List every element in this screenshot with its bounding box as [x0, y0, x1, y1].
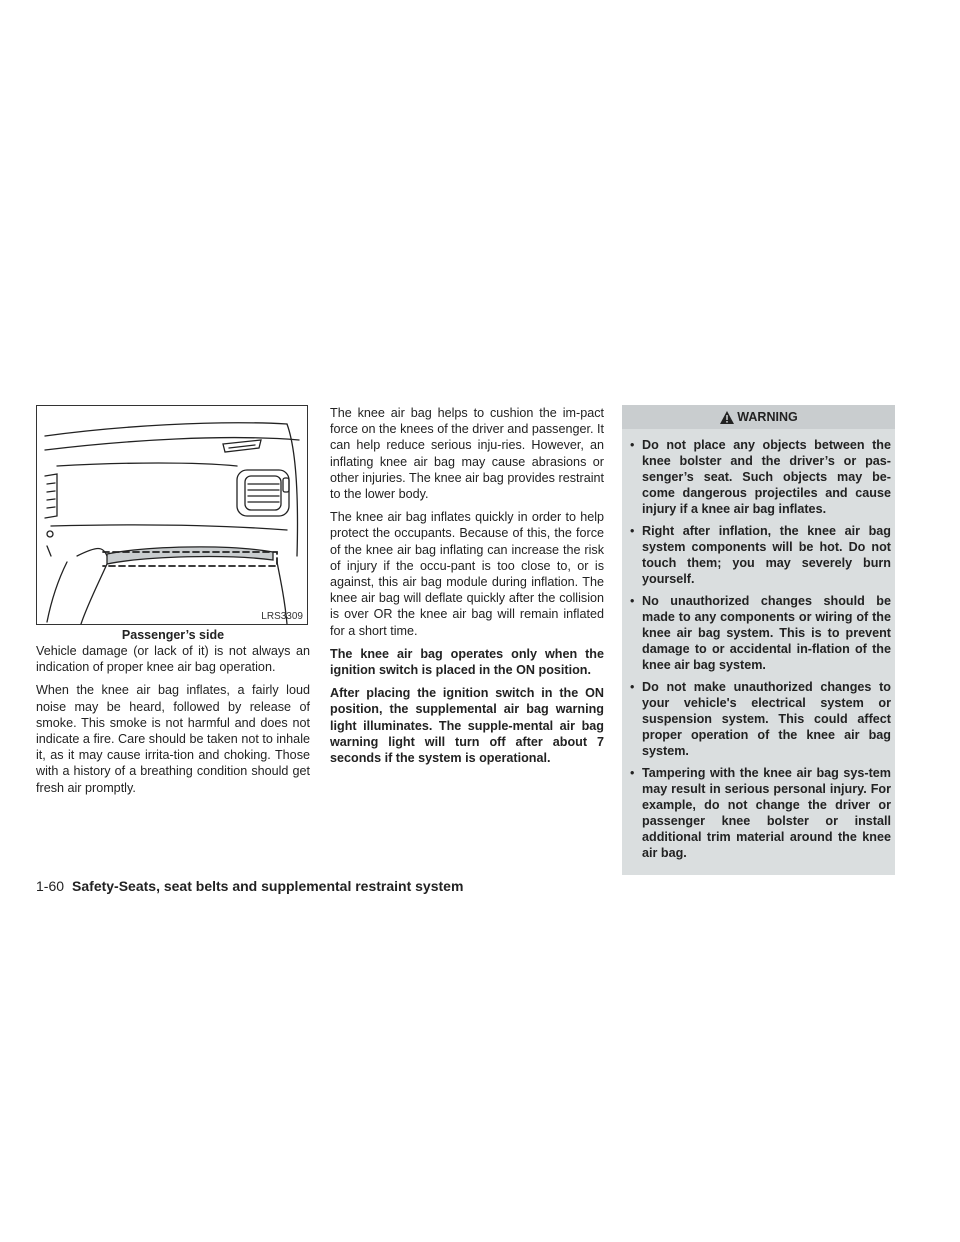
body-paragraph: The knee air bag inflates quickly in order to help protect the occupants. Because of this, the force of the knee air bag inflating can increase the risk of injury if the occu-pant is too close to, or is against, this air bag module during inflation. The knee air bag will deflate quickly after the collision is over OR the knee air bag will remain inflated for a short time.	[330, 510, 604, 638]
body-paragraph: Vehicle damage (or lack of it) is not always an indication of proper knee air bag operation.	[36, 644, 310, 675]
warning-list	[622, 429, 895, 861]
bold-paragraph: The knee air bag operates only when the ignition switch is placed in the ON position.	[330, 646, 604, 678]
warning-item: • Do not place any objects between the knee bolster and the driver’s or pas-senger’s seat. Such objects may be-come dangerous projectiles and cause injury if a knee air bag inflates.	[628, 437, 891, 517]
dashboard-line-drawing	[37, 406, 307, 624]
warning-box	[622, 405, 895, 875]
body-paragraph: When the knee air bag inflates, a fairly loud noise may be heard, followed by release of smoke. This smoke is not harmful and does not indicate a fire. Care should be taken not to inhale it, as it may cause irrita-tion and choking. Those with a history of a breathing condition should get fresh air promptly.	[36, 683, 310, 795]
column-2	[330, 405, 604, 773]
warning-item: • No unauthorized changes should be made to any components or wiring of the knee air bag system. This is to prevent damage to or accidental in-flation of the knee air bag system.	[628, 593, 891, 673]
body-paragraph: The knee air bag helps to cushion the im-pact force on the knees of the driver and passenger. It can help reduce serious inju-ries. However, an inflating knee air bag may cause abrasions or other injuries. The knee air bag provides restraint to the lower body.	[330, 406, 604, 502]
warning-header	[622, 405, 895, 429]
warning-triangle-icon	[719, 410, 735, 425]
figure-caption: Passenger’s side	[121, 628, 225, 642]
bold-paragraph: After placing the ignition switch in the ON position, the supplemental air bag warning light illuminates. The supple-mental air bag warning light will turn off after about 7 seconds if the system is operational.	[330, 686, 604, 766]
page-number: 1-60	[36, 878, 65, 894]
section-title: Safety-Seats, seat belts and supplemental restraint system	[72, 878, 464, 894]
warning-item: • Right after inflation, the knee air bag system components will be hot. Do not touch them; you may severely burn yourself.	[628, 523, 891, 587]
warning-item: • Do not make unauthorized changes to your vehicle's electrical system or suspension system. This could affect proper operation of the knee air bag system.	[628, 679, 891, 759]
column-1	[36, 405, 310, 803]
page-footer	[36, 878, 463, 894]
knee-airbag-illustration	[36, 405, 308, 625]
warning-title: WARNING	[737, 410, 798, 424]
column-3	[622, 405, 895, 875]
warning-item: • Tampering with the knee air bag sys-tem may result in serious personal injury. For example, do not change the driver or passenger knee bolster or install additional trim material around the knee air bag.	[628, 765, 891, 861]
figure-code: LRS3309	[261, 611, 303, 622]
